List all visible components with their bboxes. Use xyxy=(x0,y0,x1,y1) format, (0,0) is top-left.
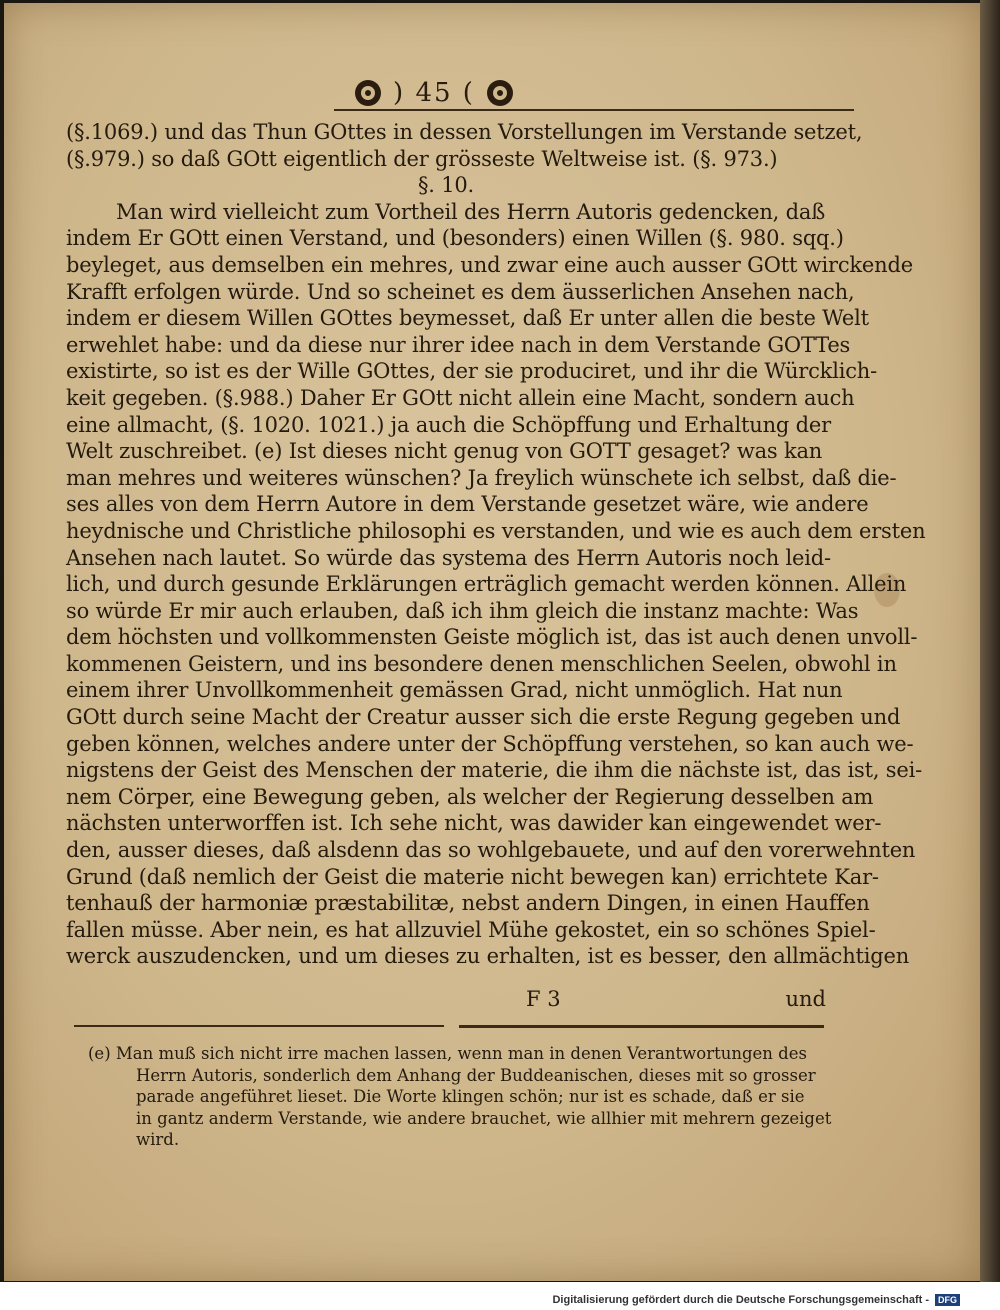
text-line: ses alles von dem Herrn Autore in dem Verstande gesetzet wäre, wie andere xyxy=(66,492,869,517)
text-line: nigstens der Geist des Menschen der materie, die ihm die nächste ist, das ist, sei- xyxy=(66,758,922,783)
main-text xyxy=(66,119,926,970)
footnote-line: parade angeführet lieset. Die Worte klingen schön; nur ist es schade, daß er sie xyxy=(136,1087,805,1106)
catch-line xyxy=(66,987,826,1017)
signature-mark: F 3 xyxy=(526,987,561,1011)
text-line: so würde Er mir auch erlauben, daß ich ihm gleich die instanz machte: Was xyxy=(66,598,859,623)
footnote-rule-right xyxy=(459,1025,824,1028)
text-line: (§.979.) so daß GOtt eigentlich der grösseste Weltweise ist. (§. 973.) xyxy=(66,146,778,171)
text-line: lich, und durch gesunde Erklärungen erträglich gemacht werden können. Allein xyxy=(66,572,907,597)
text-line: keit gegeben. (§.988.) Daher Er GOtt nicht allein eine Macht, sondern auch xyxy=(66,385,855,410)
paper-page xyxy=(4,3,980,1281)
flower-ornament-icon xyxy=(485,78,515,108)
dfg-logo: DFG xyxy=(935,1294,960,1306)
flower-ornament-icon xyxy=(353,78,383,108)
text-line: indem er diesem Willen GOttes beymesset, daß Er unter allen die beste Welt xyxy=(66,306,869,331)
text-line: beyleget, aus demselben ein mehres, und zwar eine auch ausser GOtt wirckende xyxy=(66,252,913,277)
text-line: tenhauß der harmoniæ præstabilitæ, nebst andern Dingen, in einen Hauffen xyxy=(66,891,870,916)
footnote-line: Herrn Autoris, sonderlich dem Anhang der Buddeanischen, dieses mit so grosser xyxy=(136,1065,816,1085)
text-line: (§.1069.) und das Thun GOttes in dessen Vorstellungen im Verstande setzet, xyxy=(66,120,863,144)
page-number: ) 45 ( xyxy=(393,78,475,108)
footnote-line: in gantz anderm Verstande, wie andere brauchet, wie allhier mit mehrern gezeiget xyxy=(136,1108,832,1128)
footnote xyxy=(88,1043,832,1151)
text-line: einem ihrer Unvollkommenheit gemässen Grad, nicht unmöglich. Hat nun xyxy=(66,678,843,703)
page-header xyxy=(334,73,534,113)
page-edge xyxy=(980,0,1000,1282)
catchword: und xyxy=(785,987,826,1011)
text-line: indem Er GOtt einen Verstand, und (besonders) einen Willen (§. 980. sqq.) xyxy=(66,226,844,251)
footnote-line: (e) Man muß sich nicht irre machen lassen, wenn man in denen Verantwortungen des xyxy=(88,1044,807,1063)
text-line: Man wird vielleicht zum Vortheil des Herrn Autoris gedencken, daß xyxy=(116,199,826,224)
section-heading: §. 10. xyxy=(417,173,475,198)
text-line: geben können, welches andere unter der Schöpffung verstehen, so kan auch we- xyxy=(66,731,914,756)
text-line: fallen müsse. Aber nein, es hat allzuviel Mühe gekostet, ein so schönes Spiel- xyxy=(66,917,876,942)
text-line: eine allmacht, (§. 1020. 1021.) ja auch die Schöpffung und Erhaltung der xyxy=(66,412,831,437)
text-line: erwehlet habe: und da diese nur ihrer idee nach in dem Verstande GOTTes xyxy=(66,332,851,357)
text-line: nem Cörper, eine Bewegung geben, als welcher der Regierung desselben am xyxy=(66,784,874,809)
text-line: heydnische und Christliche philosophi es verstanden, und wie es auch dem ersten xyxy=(66,518,926,543)
footnote-rule-left xyxy=(74,1025,444,1027)
text-line: Grund (daß nemlich der Geist die materie nicht bewegen kan) errichtete Kar- xyxy=(66,864,879,889)
text-line: Welt zuschreibet. (e) Ist dieses nicht genug von GOTT gesaget? was kan xyxy=(66,439,823,464)
header-rule xyxy=(334,109,854,111)
funding-footer xyxy=(552,1292,960,1308)
text-line: Krafft erfolgen würde. Und so scheinet es dem äusserlichen Ansehen nach, xyxy=(66,279,855,304)
text-line: kommenen Geistern, und ins besondere denen menschlichen Seelen, obwohl in xyxy=(66,651,897,676)
funding-text: Digitalisierung gefördert durch die Deutsche Forschungsgemeinschaft - xyxy=(552,1294,929,1306)
text-line: Ansehen nach lautet. So würde das systema des Herrn Autoris noch leid- xyxy=(66,545,831,570)
footnote-line: wird. xyxy=(136,1130,180,1149)
text-line: man mehres und weiteres wünschen? Ja freylich wünschete ich selbst, daß die- xyxy=(66,465,897,490)
text-line: GOtt durch seine Macht der Creatur ausser sich die erste Regung gegeben und xyxy=(66,705,901,730)
text-line: dem höchsten und vollkommensten Geiste möglich ist, das ist auch denen unvoll- xyxy=(66,625,918,650)
text-line: nächsten unterworffen ist. Ich sehe nicht, was dawider kan eingewendet wer- xyxy=(66,811,882,836)
text-line: den, ausser dieses, daß alsdenn das so wohlgebauete, und auf den vorerwehnten xyxy=(66,838,916,863)
text-line: werck auszudencken, und um dieses zu erhalten, ist es besser, den allmächtigen xyxy=(66,944,910,969)
text-line: existirte, so ist es der Wille GOttes, der sie produciret, und ihr die Würcklich- xyxy=(66,359,878,384)
